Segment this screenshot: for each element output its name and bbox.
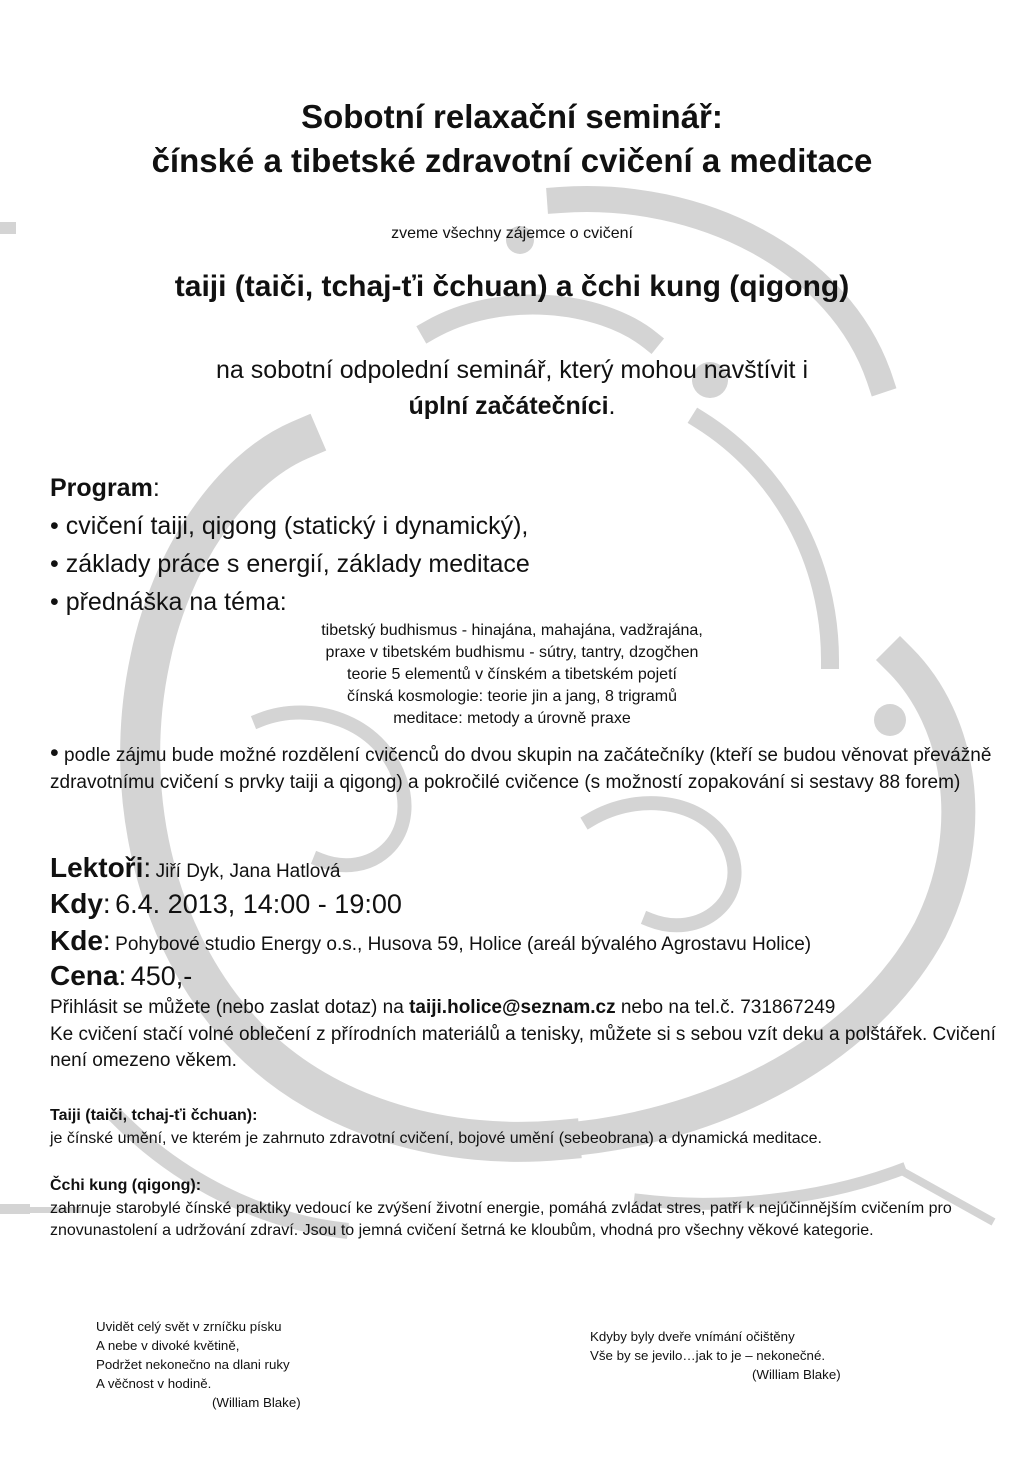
- lecturers-label: Lektoři: [50, 852, 144, 883]
- definition-term: Taiji (taiči, tchaj-ťi čchuan):: [50, 1107, 258, 1124]
- where-line: [50, 925, 811, 957]
- quote-line: Vše by se jevilo…jak to je – nekonečné.: [590, 1348, 826, 1363]
- quote-author: (William Blake): [212, 1395, 301, 1410]
- invitation-text: zveme všechny zájemce o cvičení: [391, 225, 633, 242]
- price-colon: :: [118, 960, 127, 991]
- definition-term: Čchi kung (qigong):: [50, 1177, 202, 1194]
- subtitle: taiji (taiči, tchaj-ťi čchuan) a čchi kung (qigong): [174, 270, 850, 303]
- program-item: • základy práce s energií, základy meditace: [50, 550, 530, 578]
- contact-phone: nebo na tel.č. 731867249: [615, 997, 836, 1018]
- definition-taiji: [50, 1105, 1010, 1150]
- group-split-note: [50, 740, 1000, 796]
- quote-author: (William Blake): [752, 1367, 841, 1382]
- program-heading: [50, 474, 160, 503]
- where-colon: :: [102, 925, 111, 956]
- note-text: podle zájmu bude možné rozdělení cvičenců do dvou skupin na začátečníky (kteří se budou věnovat převážně zdravotnímu cvičení s prvky taiji a qigong) a pokročilé cvičence (s možností zopakování si sestavy 88 forem): [50, 745, 992, 793]
- lecturers-line: [50, 852, 340, 884]
- intro-text: [0, 352, 1024, 424]
- lecturers-colon: :: [143, 852, 152, 883]
- contact-email: taiji.holice@seznam.cz: [409, 997, 616, 1018]
- contact-intro: Přihlásit se můžete (nebo zaslat dotaz) na: [50, 997, 410, 1018]
- program-heading-label: Program: [50, 474, 153, 502]
- quote-left: [96, 1317, 456, 1412]
- when-line: [50, 888, 402, 920]
- intro-beginners: úplní začátečníci: [408, 392, 609, 420]
- lecture-topic: meditace: metody a úrovně praxe: [393, 710, 631, 727]
- note-bullet: •: [50, 739, 59, 767]
- contact-block: [50, 995, 1000, 1075]
- intro-period: .: [608, 392, 616, 420]
- title-line-1: Sobotní relaxační seminář:: [301, 98, 723, 135]
- program-item: • cvičení taiji, qigong (statický i dynamický),: [50, 512, 529, 540]
- quote-line: A nebe v divoké květině,: [96, 1338, 240, 1353]
- intro-line-1: na sobotní odpolední seminář, který mohou navštívit i: [216, 356, 808, 384]
- quote-right: [590, 1327, 990, 1384]
- title-line-2: čínské a tibetské zdravotní cvičení a meditace: [151, 142, 873, 179]
- price-line: [50, 960, 192, 992]
- lecturers-value: Jiří Dyk, Jana Hatlová: [155, 861, 341, 882]
- definition-text: zahrnuje starobylé čínské praktiky vedoucí ke zvýšení životní energie, pomáhá zvládat stres, patří k nejúčinnějším cvičením pro znovunastolení a udržování zdraví. Jsou to jemná cvičení šetrná ke kloubům, vhodná pro všechny věkové kategorie.: [50, 1199, 952, 1239]
- page-title: [0, 95, 1024, 183]
- program-heading-colon: :: [152, 474, 160, 502]
- clothing-note: Ke cvičení stačí volné oblečení z přírodních materiálů a tenisky, můžete si s sebou vzít deku a polštářek. Cvičení není omezeno věkem.: [50, 1023, 996, 1071]
- lecture-topic: teorie 5 elementů v čínském a tibetském pojetí: [347, 666, 677, 683]
- when-colon: :: [102, 888, 111, 919]
- quote-line: A věčnost v hodině.: [96, 1376, 212, 1391]
- price-value: 450,-: [130, 961, 193, 991]
- price-label: Cena: [50, 960, 119, 991]
- quote-line: Kdyby byly dveře vnímání očištěny: [590, 1329, 795, 1344]
- where-label: Kde: [50, 925, 103, 956]
- quote-line: Uvidět celý svět v zrníčku písku: [96, 1319, 282, 1334]
- lecture-topic: čínská kosmologie: teorie jin a jang, 8 trigramů: [347, 688, 677, 705]
- quote-line: Podržet nekonečno na dlani ruky: [96, 1357, 290, 1372]
- definition-qigong: [50, 1175, 1010, 1243]
- where-value: Pohybové studio Energy o.s., Husova 59, Holice (areál bývalého Agrostavu Holice): [115, 934, 812, 955]
- definition-text: je čínské umění, ve kterém je zahrnuto zdravotní cvičení, bojové umění (sebeobrana) a dynamická meditace.: [50, 1129, 822, 1147]
- when-value: 6.4. 2013, 14:00 - 19:00: [115, 889, 402, 919]
- lecture-topic: tibetský budhismus - hinajána, mahajána, vadžrajána,: [321, 622, 703, 639]
- program-item: • přednáška na téma:: [50, 588, 287, 616]
- when-label: Kdy: [50, 888, 103, 919]
- lecture-topic: praxe v tibetském budhismu - sútry, tantry, dzogčhen: [325, 644, 699, 661]
